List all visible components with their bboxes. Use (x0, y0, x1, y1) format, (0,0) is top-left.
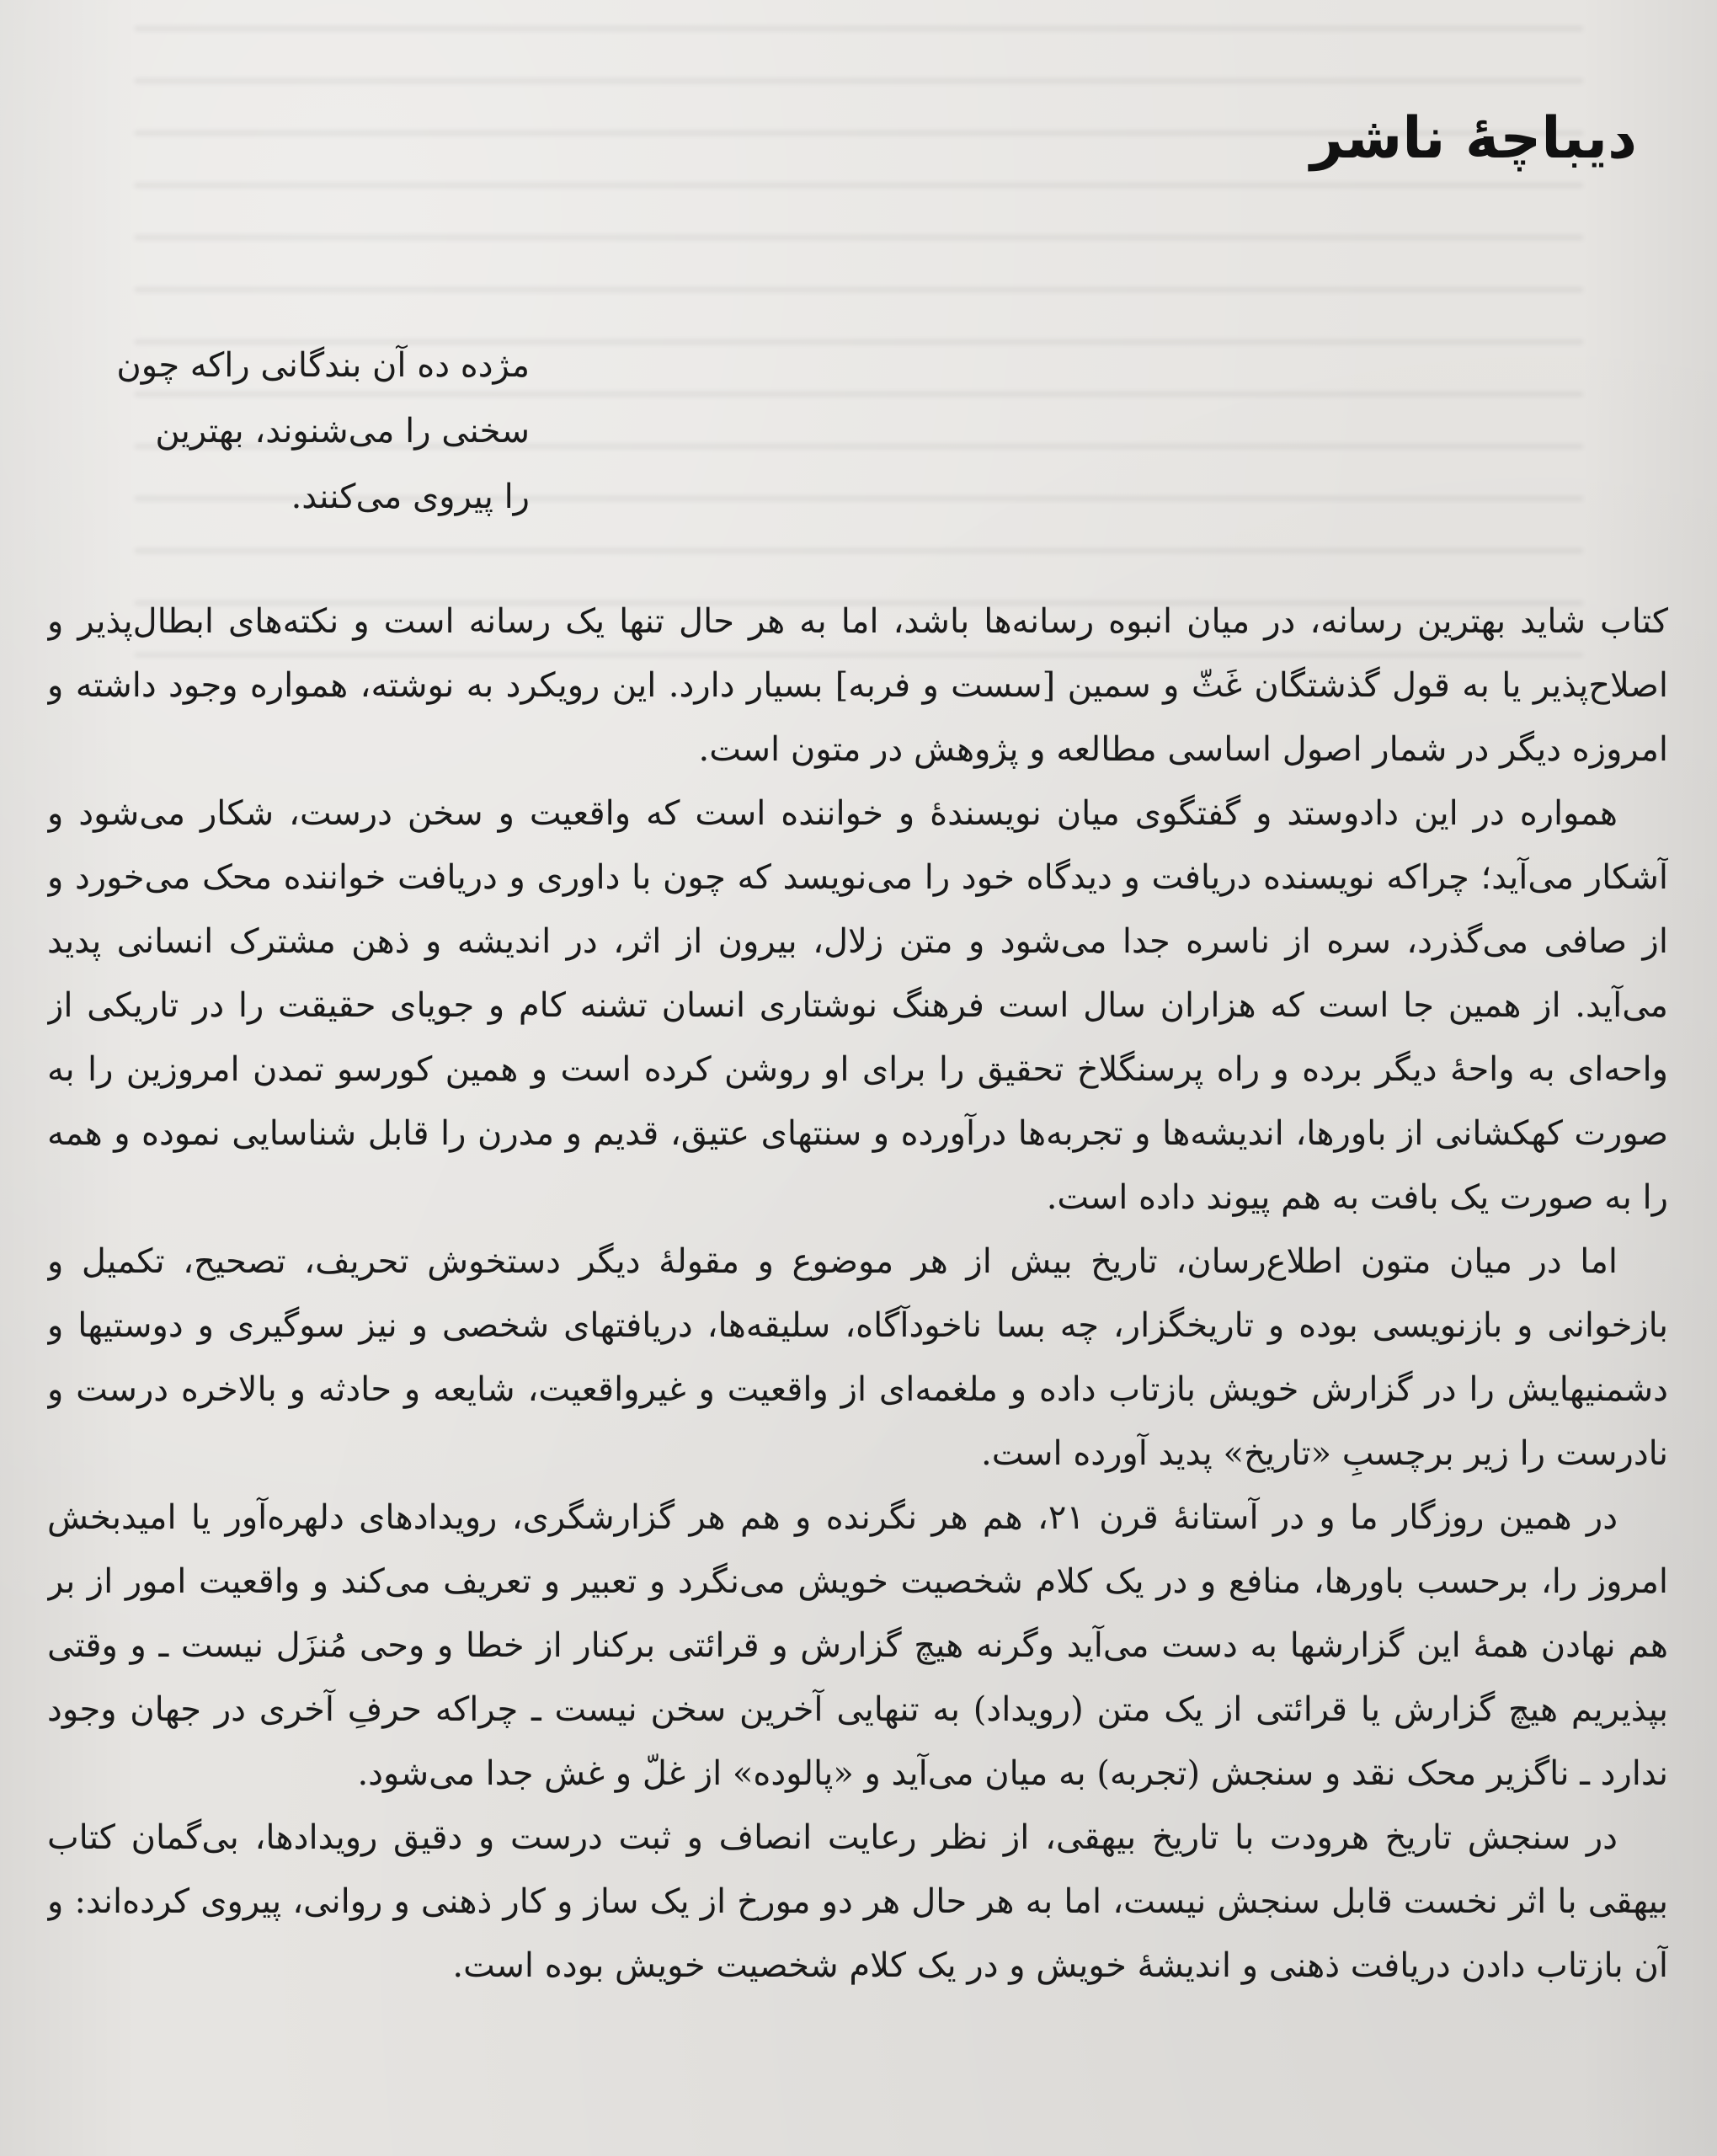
bleed-through-texture (135, 0, 1583, 657)
paragraph: در سنجش تاریخ هرودت با تاریخ بیهقی، از نظر رعایت انصاف و ثبت درست و دقیق رویدادها، بی‌گمان کتاب بیهقی با اثر نخست قابل سنجش نیست، اما به هر حال هر دو مورخ از یک ساز و کار ذهنی و روانی، پیروی کرده‌اند: و آن بازتاب دادن دریافت ذهنی و اندیشهٔ خویش و در یک کلام شخصیت خویش بوده است. (47, 1818, 1668, 1985)
paragraph: همواره در این دادوستد و گفتگوی میان نویسندهٔ و خواننده است که واقعیت و سخن درست، شکار می‌شود و آشکار می‌آید؛ چراکه نویسنده دریافت و دیدگاه خود را می‌نویسد که چون با داوری و دریافت خواننده محک می‌خورد و از صافی می‌گذرد، سره از ناسره جدا می‌شود و متن زلال، بیرون از اثر، در اندیشه و ذهن مشترک انسانی پدید می‌آید. از همین جا است که هزاران سال است فرهنگ نوشتاری انسان تشنه کام و جویای حقیقت را در تاریکی از واحه‌ای به واحهٔ دیگر برده و راه پرسنگلاخ تحقیق را برای او روشن کرده است و همین کورسو تمدن امروزین را به صورت کهکشانی از باورها، اندیشه‌ها و تجربه‌ها درآورده و سنتهای عتیق، قدیم و مدرن را قابل شناسایی نموده و همه را به صورت یک بافت به هم پیوند داده است. (47, 794, 1668, 1217)
paragraph: کتاب شاید بهترین رسانه، در میان انبوه رسانه‌ها باشد، اما به هر حال تنها یک رسانه است و نکته‌های ابطال‌پذیر و اصلاح‌پذیر یا به قول گذشتگان غَثّ و سمین [سست و فربه] بسیار دارد. این رویکرد به نوشته، همواره وجود داشته و امروزه دیگر در شمار اصول اساسی مطالعه و پژوهش در متون است. (47, 602, 1668, 769)
epigraph-line: سخنی را می‌شنوند، بهترین (155, 412, 530, 451)
epigraph-line: مژده ده آن بندگانی راکه چون (116, 346, 530, 385)
paragraph: در همین روزگار ما و در آستانهٔ قرن ۲۱، هم هر نگرنده و هم هر گزارشگری، رویدادهای دلهره‌آور یا امیدبخش امروز را، برحسب باورها، منافع و در یک کلام شخصیت خویش می‌نگرد و تعبیر و تعریف می‌کند و واقعیت امور از بر هم نهادن همهٔ این گزارشها به دست می‌آید وگرنه هیچ گزارش و قرائتی برکنار از خطا و وحی مُنزَل نیست ـ و وقتی بپذیریم هیچ گزارش یا قرائتی از یک متن (رویداد) به تنهایی آخرین سخن نیست ـ چراکه حرفِ آخری در جهان وجود ندارد ـ ناگزیر محک نقد و سنجش (تجربه) به میان می‌آید و «پالوده» از غلّ و غش جدا می‌شود. (47, 1498, 1668, 1793)
page-title: دیباچهٔ ناشر (1310, 105, 1637, 172)
epigraph (58, 333, 530, 530)
paragraph: اما در میان متون اطلاع‌رسان، تاریخ بیش از هر موضوع و مقولهٔ دیگر دستخوش تحریف، تصحیح، تکمیل و بازخوانی و بازنویسی بوده و تاریخگزار، چه بسا ناخودآگاه، سلیقه‌ها، دریافتهای شخصی و نیز سوگیری و دوستیها و دشمنیهایش را در گزارش خویش بازتاب داده و ملغمه‌ای از واقعیت و غیرواقعیت، شایعه و حادثه و بالاخره درست و نادرست را زیر برچسبِ «تاریخ» پدید آورده است. (47, 1242, 1668, 1473)
epigraph-line: را پیروی می‌کنند. (291, 478, 530, 516)
body-text (47, 590, 1668, 2122)
